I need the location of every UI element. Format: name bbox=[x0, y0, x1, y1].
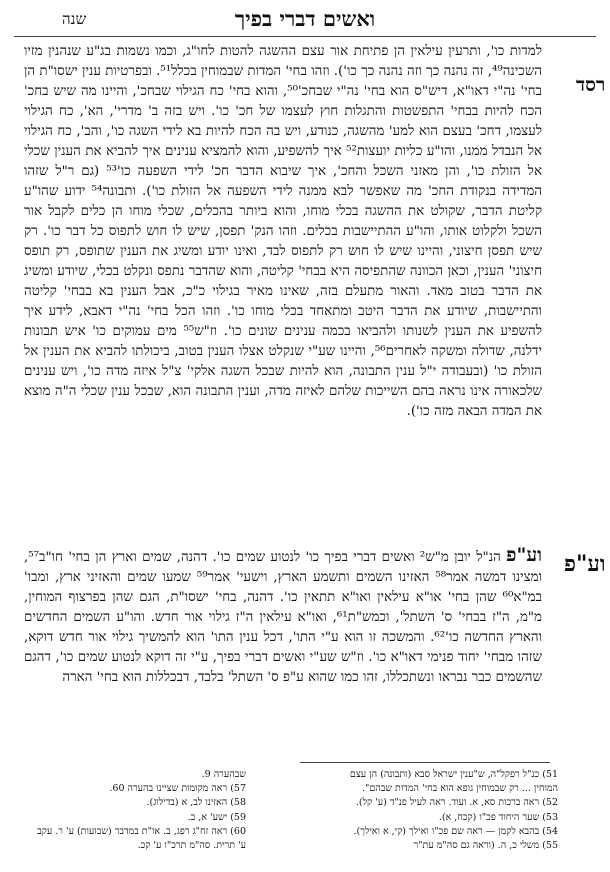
footnote-line: 55) משלי כ, ה. (וראה גם סה"מ עת"ר bbox=[413, 840, 558, 852]
page-header bbox=[0, 0, 610, 34]
footnote-line: שבהערה 9. bbox=[201, 769, 246, 780]
footnote-line: 51) כנ"ל רפקל"ה, ש"ענין ישראל סבא (ותבונה) הן עצם bbox=[349, 769, 558, 780]
footnote-line: 53) שער היחוד פכ"ו (קכח, א). bbox=[438, 811, 558, 823]
section-label-second: וע"פ bbox=[564, 551, 606, 577]
footnote-line: 57) ראה מקומות שציינו בהערה 60. bbox=[109, 783, 246, 795]
paragraph-2-lead: וע"פ bbox=[506, 544, 542, 566]
main-paragraph-1: למדות כו', ותרעין עילאין הן פתיחת אור עצם ההשגה להטות לחו"ג, וכמו נשמות בג"ע שנהנין מזיו השכינה⁴⁹, זה נהנה כך וזה נהנה כך כו'). וזהו בחי' המדות שבמוחין בכלל⁵¹. ובפרטיות ענין ישסו"ת הן בחי' נה"י דאו"א, דיש"ס הוא בחי' נה"י שבחכ'⁵⁰, והוא בחי' כח הגילוי שבחכ', והיינו מה שיש בחכ' הכח להיות בבחי' התפשטות והתגלות חוץ לעצמו של חכ' כו'. ויש בזה ב' מדרי', הא', כח הגילוי לעצמו, דחכ' בעצם הוא למע' מהשגה, כנודע, ויש בה הכח להיות בא לידי השגה כו', והב', כח הגילוי אל הנבדל ממנו, והו"ע כליות יועצות⁵² איך להשפיע, והוא להמציא ענינים איך להביא את הענין שכלי אל הזולת כו', והן מאזני השכל והחכ', איך שיבוא הדבר חכ' לידי השפעה כו'⁵³ (גם ר"ל שזהו המדידה בנקודת החכ' מה שאפשר לבא ממנה לידי השפעה אל הזולת כו'). ותבונה⁵⁴ ידוע שהו"ע קליטת הדבר, שקולט את ההשגה בכלי מוחו, והוא ביותר בהכלים, שכלי מוחו הן כלים לקבל אור השכל ולקלוט אותו, והו"ע ההתיישבות בכלים. וזהו הנק' תפסן, שיש לו חוש לתפוס כל דבר כו'. רק שיש תפסן חיצוני, והיינו שיש לו חוש רק לתפוס לבד, ואינו יודע ומשיג את הענין שתופס, רק תופס חיצוני' הענין, וכאן הכוונה שהתפיסה היא בבחי' קליטה, והוא שהדבר נתפס ונקלט בכלי, שיודע ומשיג את הדבר בטוב מאד. והאור מתעלם בזה, שאינו מאיר בגילוי כ"כ, אבל הענין בא בבחי' קליטה והתיישבות, שיודע את הדבר היטב ומתאחד בכלי מוחו כו'. וזהו הכל בחי' נה"י דאבא, לידע איך להשפיע את הענין לשנותו ולהביאו בכמה ענינים שונים כו'. וז"ש⁵⁵ מים עמוקים כו' איש תבונות ידלנה, שדולה ומשקה לאחרים⁵⁶, והיינו שע"י שנקלט אצלו הענין בטוב, ביכולתו להביא את הענין אל הזולת כו' (ובעבודה י"ל ענין התבונה, הוא להיות שבכל השגה אלקי' צ"ל איזה מדה כו', ויש ענינים שלכאורה אינו נראה בהם השייכות שלהם לאיזה מדה, וענין התבונה הוא, שבכל ענין שכלי ה"ה מוצא את המדה הבאה מזה כו'). bbox=[24, 44, 542, 419]
footnote-line: המוחין ... רק שבמוחין גופא הוא בחי' המדות שבהם". bbox=[361, 783, 558, 795]
footnotes-column-right bbox=[258, 768, 558, 853]
footnote-rule bbox=[300, 762, 550, 763]
main-paragraph-2 bbox=[24, 545, 542, 688]
footnote-line: 52) ראה ברכות סא, א. ועוד. ראה לעיל פנ"ד (ע' קל). bbox=[355, 797, 558, 809]
footnote-line: 58) האזינו לב, א (בדילוג). bbox=[146, 797, 246, 809]
page-title: ואשים דברי בפיך bbox=[234, 6, 376, 31]
paragraph-2-text: הנ"ל יובן מ"ש² ואשים דברי בפיך כו' לנטוע שמים כו'. דהנה, שמים וארץ הן בחי' חו"ב⁵⁷, ומצינו דמשה אמר⁵⁸ האזינו השמים ותשמע הארץ, וישעי' אמר⁵⁹ שמעו שמים והאזיני ארץ, ומבו' במ"א⁶⁰ שהן בחי' או"א עילאין ואו"א תתאין כו'. דהנה, בחי' ישסו"ת, הגם שהן בפרצוף המוחין, מ"מ, ה"ז בבחי' ס' השתל', וכמש"ת⁶¹, ואו"א עילאין ה"ז גילוי אור חדש. והו"ע השמים החדשים והארץ החדשה כו'⁶². והמשכה זו הוא ע"י התו', דכל ענין התו' הוא להמשיך גילוי אור חדש דוקא, שזהו מבחי' יחוד פנימי דאו"א כו'. וז"ש שע"י ואשים דברי בפיך, ע"י זה דוקא לנטוע שמים כו', דהגם שהשמים כבר נבראו ונשתכללו, זהו כמו שהוא ע"פ ס' השתל' בלבד, דבכללות הוא בחי' הארה bbox=[24, 550, 543, 685]
footnote-line: 59) ישע' א, ב. bbox=[187, 811, 246, 823]
footnotes-column-left bbox=[31, 768, 246, 853]
header-rule bbox=[14, 36, 596, 37]
footnote-line: 60) ראה זח"ג רפג, ב. או"ת במדבר (שבועות) ע' ר. עקב bbox=[37, 825, 246, 837]
running-head-shana: שנה bbox=[62, 10, 87, 28]
footnote-line: ע' תרית. סה"מ תרכ"ו ע' קכ. bbox=[137, 840, 246, 852]
footnote-line: 54) בהבא לקמן — ראה שם פכ"ו ואילך (קי, א ואילך). bbox=[353, 825, 558, 837]
section-label-first: רסד bbox=[576, 74, 606, 96]
